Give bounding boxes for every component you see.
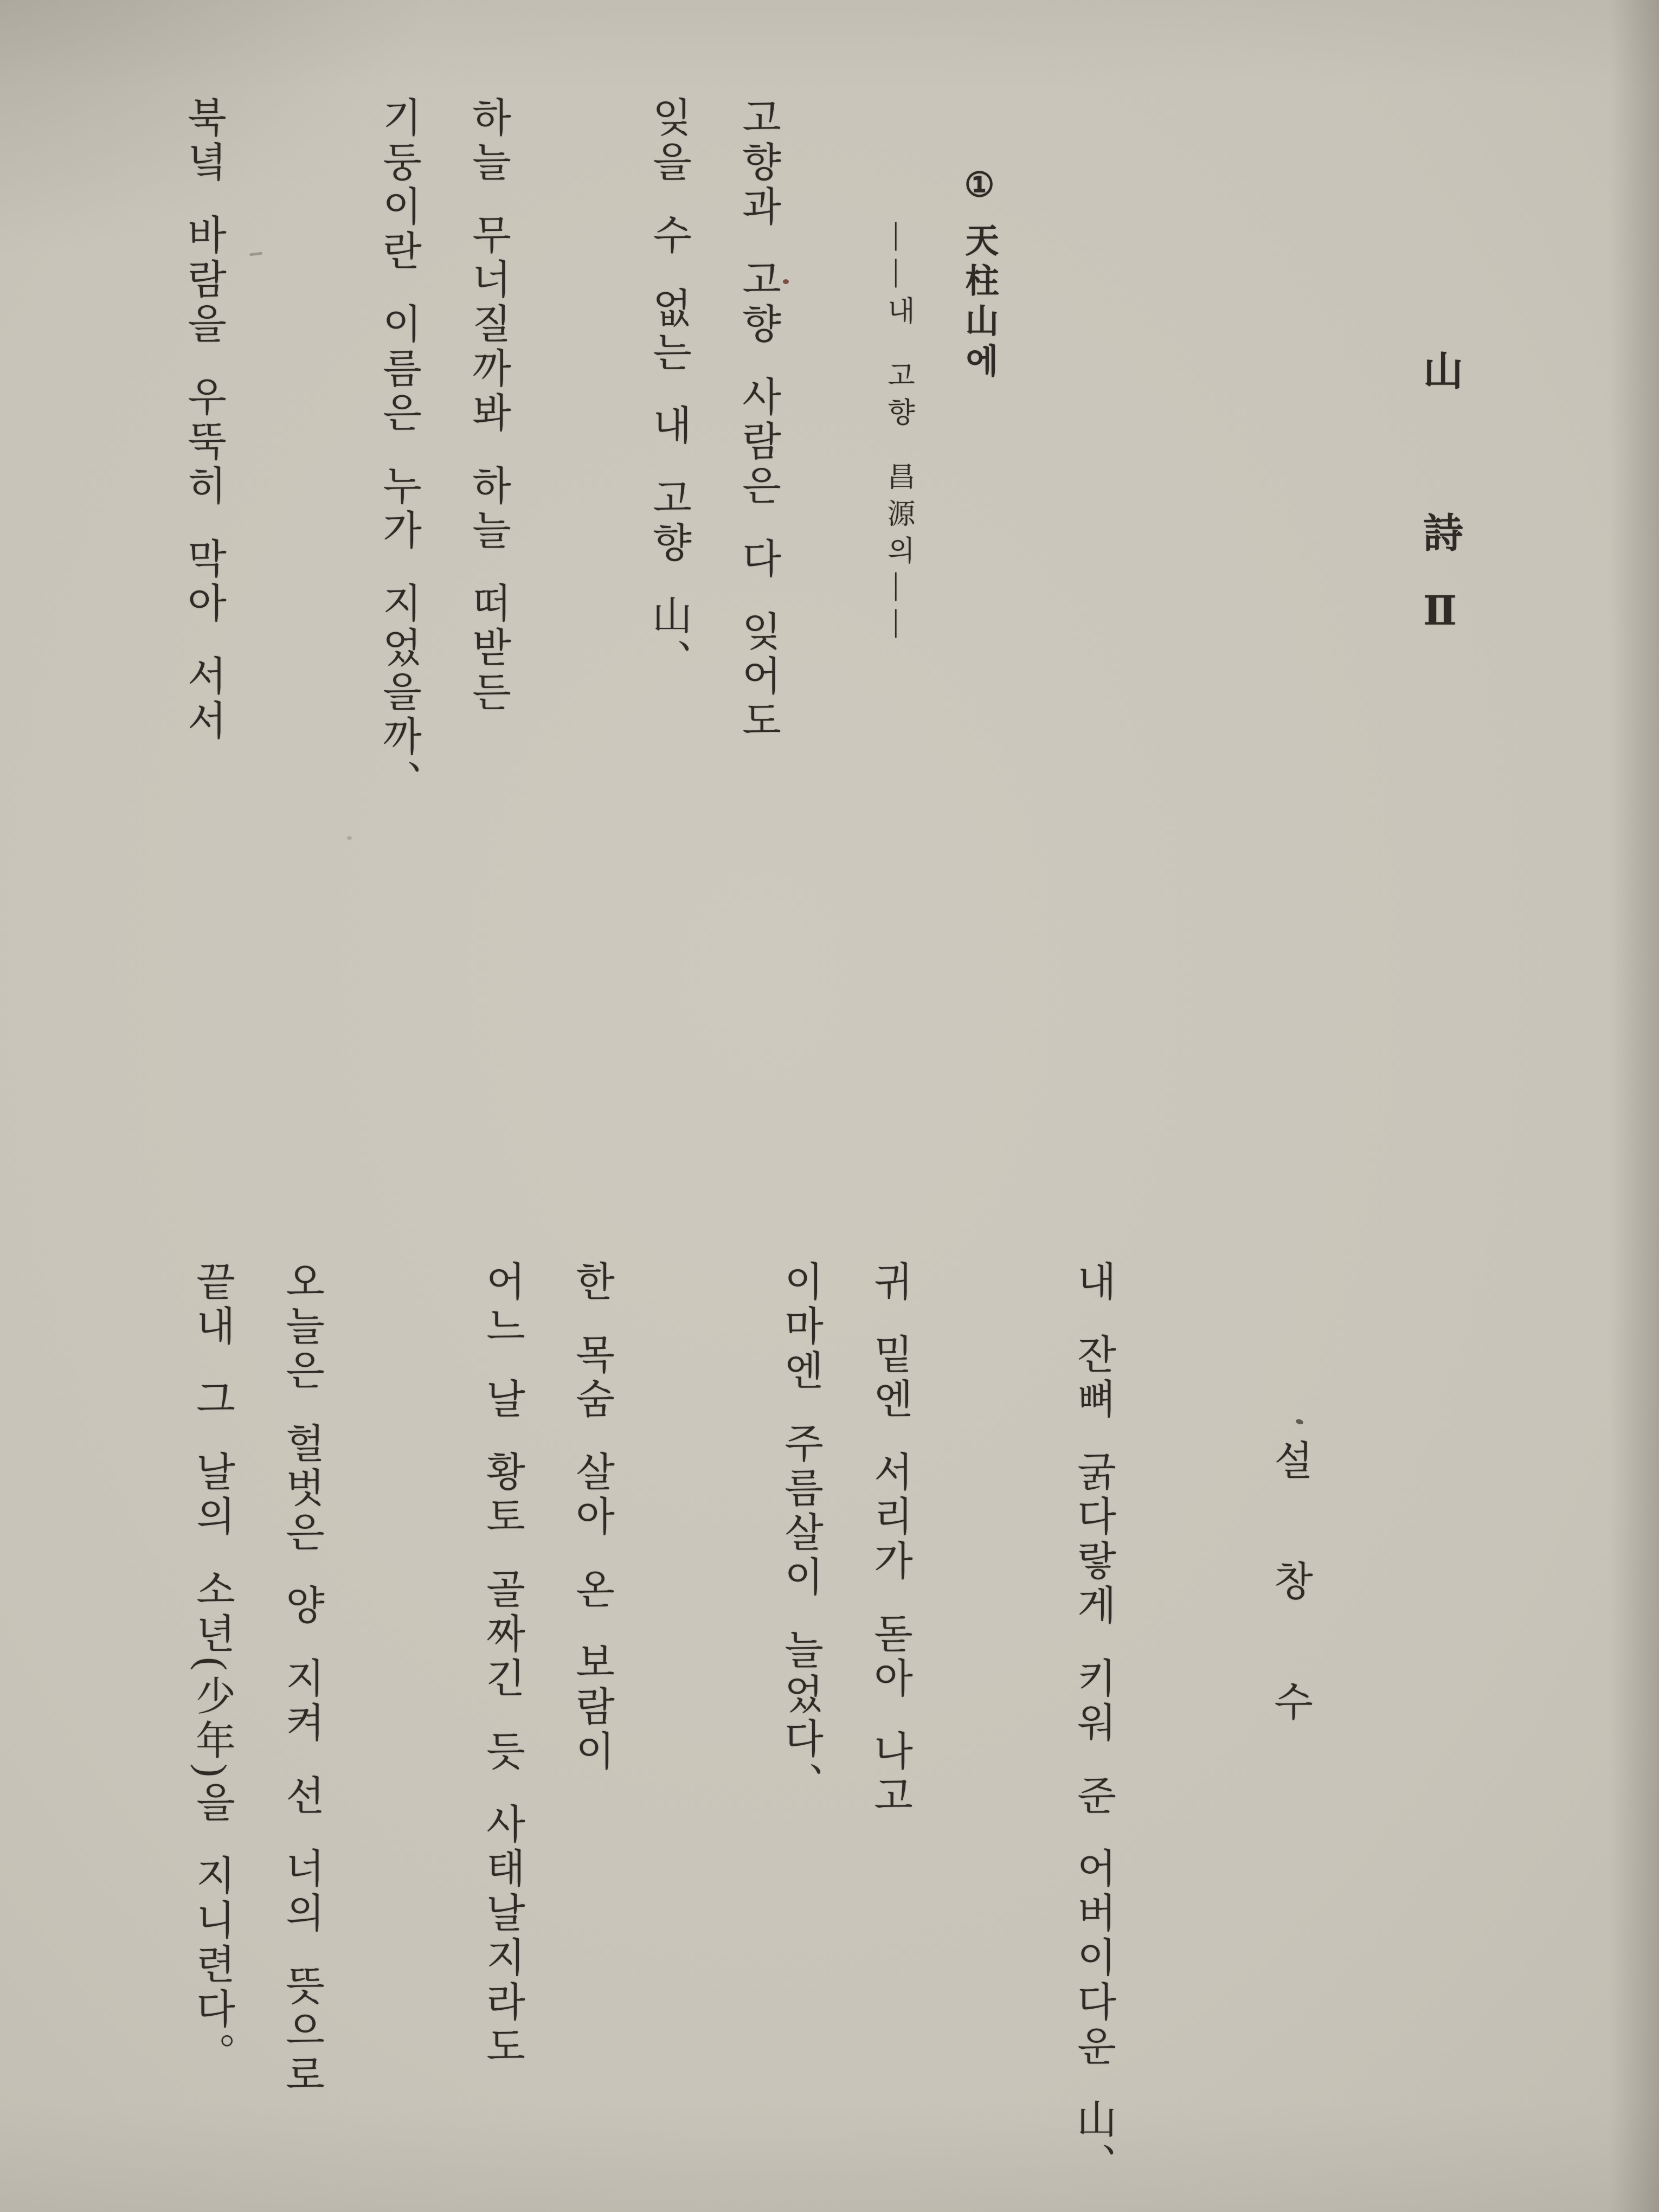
author-name: 설 창 수: [1268, 1439, 1312, 1723]
poem-title: 天柱山에: [960, 223, 997, 383]
poem-heading: [955, 165, 1003, 383]
verse-block-top: [158, 97, 802, 805]
verse-line: 오늘은 헐벗은 양 지켜 선 너의 뜻으로: [279, 1261, 324, 2098]
poem-dedication: ——내 고향 昌源의——: [883, 222, 914, 646]
paper-speck: [1295, 1418, 1304, 1425]
verse-line: 어느 날 황토 골짜긴 듯 사태날지라도: [480, 1261, 524, 2070]
poem-number: ①: [960, 165, 997, 204]
verse-line: 하늘 무너질까봐 하늘 떠받든: [466, 97, 510, 716]
paper-speck: [783, 279, 789, 284]
verse-line: 귀 밑엔 서리가 돋아 나고: [867, 1261, 912, 1819]
series-title-char: 山: [1417, 350, 1462, 390]
verse-line: 북녘 바람을 우뚝히 막아 서서: [181, 97, 226, 744]
verse-block-bottom: [167, 1261, 1137, 2187]
verse-line: 이마엔 주름살이 늘었다、: [778, 1261, 822, 1806]
paper-speck: [347, 836, 352, 840]
series-title: [1411, 350, 1468, 634]
verse-line: 한 목숨 살아 온 보람이: [569, 1261, 614, 1774]
verse-line: 잊을 수 없는 내 고향 山、: [646, 97, 691, 684]
verse-line: 끝내 그 날의 소년(少年)을 지니련다。: [190, 1261, 234, 2077]
series-title-char: Ⅱ: [1417, 588, 1462, 634]
verse-line: 고향과 고향 사람은 다 잊어도: [736, 97, 780, 744]
verse-line: 내 잔뼈 굵다랗게 키워 준 어버이다운 山、: [1071, 1261, 1115, 2187]
series-title-char: 詩: [1417, 512, 1462, 552]
verse-line: 기둥이란 이름은 누가 지었을까、: [376, 97, 421, 805]
